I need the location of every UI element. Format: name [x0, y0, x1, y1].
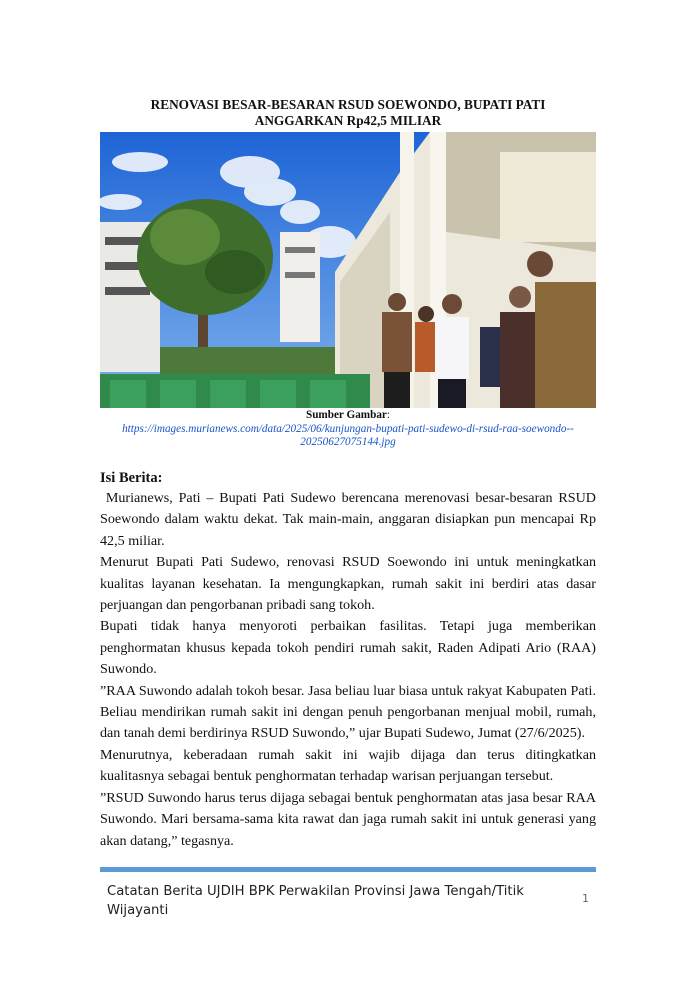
- article-title: [100, 97, 596, 129]
- paragraph-1: Murianews, Pati – Bupati Pati Sudewo berencana merenovasi besar-besaran RSUD Soewondo dalam waktu dekat. Tak main-main, anggaran disiapkan pun mencapai Rp 42,5 miliar.: [100, 490, 596, 549]
- news-photo: [100, 132, 596, 408]
- image-source-link[interactable]: [100, 423, 596, 450]
- paragraph-4: ”RAA Suwondo adalah tokoh besar. Jasa beliau luar biasa untuk rakyat Kabupaten Pati. Beliau mendirikan rumah sakit ini dengan penuh pengorbanan menjual mobil, rumah, dan tanah demi berdirinya RSUD Suwondo,” ujar Bupati Sudewo, Jumat (27/6/2025).: [100, 682, 596, 742]
- section-heading: Isi Berita:: [100, 470, 163, 486]
- image-caption: [100, 409, 596, 450]
- image-source-url-line-1[interactable]: https://images.murianews.com/data/2025/06/kunjungan-bupati-pati-sudewo-di-rsud-raa-soewondo--: [122, 422, 574, 435]
- paragraph-3: Bupati tidak hanya menyoroti perbaikan fasilitas. Tetapi juga memberikan penghormatan khusus kepada tokoh pendiri rumah sakit, Raden Adipati Ario (RAA) Suwondo.: [100, 618, 596, 678]
- paragraph-2: Menurut Bupati Pati Sudewo, renovasi RSUD Soewondo ini untuk meningkatkan kualitas layanan kesehatan. Ia mengungkapkan, rumah sakit ini berdiri atas dasar perjuangan dan pengorbanan pribadi sang tokoh.: [100, 554, 596, 614]
- image-caption-colon: :: [386, 409, 391, 421]
- image-caption-label: Sumber Gambar: [305, 409, 387, 421]
- article-body: [100, 488, 596, 852]
- green-bins: [100, 374, 370, 408]
- footer-rule: [100, 867, 596, 872]
- page-number: 1: [582, 892, 589, 905]
- article-title-line-2: ANGGARKAN Rp42,5 MILIAR: [254, 113, 442, 128]
- footer-note: Catatan Berita UJDIH BPK Perwakilan Provinsi Jawa Tengah/Titik Wijayanti: [107, 884, 524, 918]
- article-title-line-1: RENOVASI BESAR-BESARAN RSUD SOEWONDO, BUPATI PATI: [150, 97, 546, 112]
- paragraph-5: Menurutnya, keberadaan rumah sakit ini wajib dijaga dan terus ditingkatkan kualitasnya sebagai bentuk penghormatan terhadap warisan perjuangan tersebut.: [100, 746, 596, 785]
- image-source-url-line-2[interactable]: 20250627075144.jpg: [300, 436, 396, 448]
- paragraph-6: ”RSUD Suwondo harus terus dijaga sebagai bentuk penghormatan atas jasa besar RAA Suwondo. Mari bersama-sama kita rawat dan jaga rumah sakit ini untuk generasi yang akan datang,” tegasnya.: [100, 789, 596, 849]
